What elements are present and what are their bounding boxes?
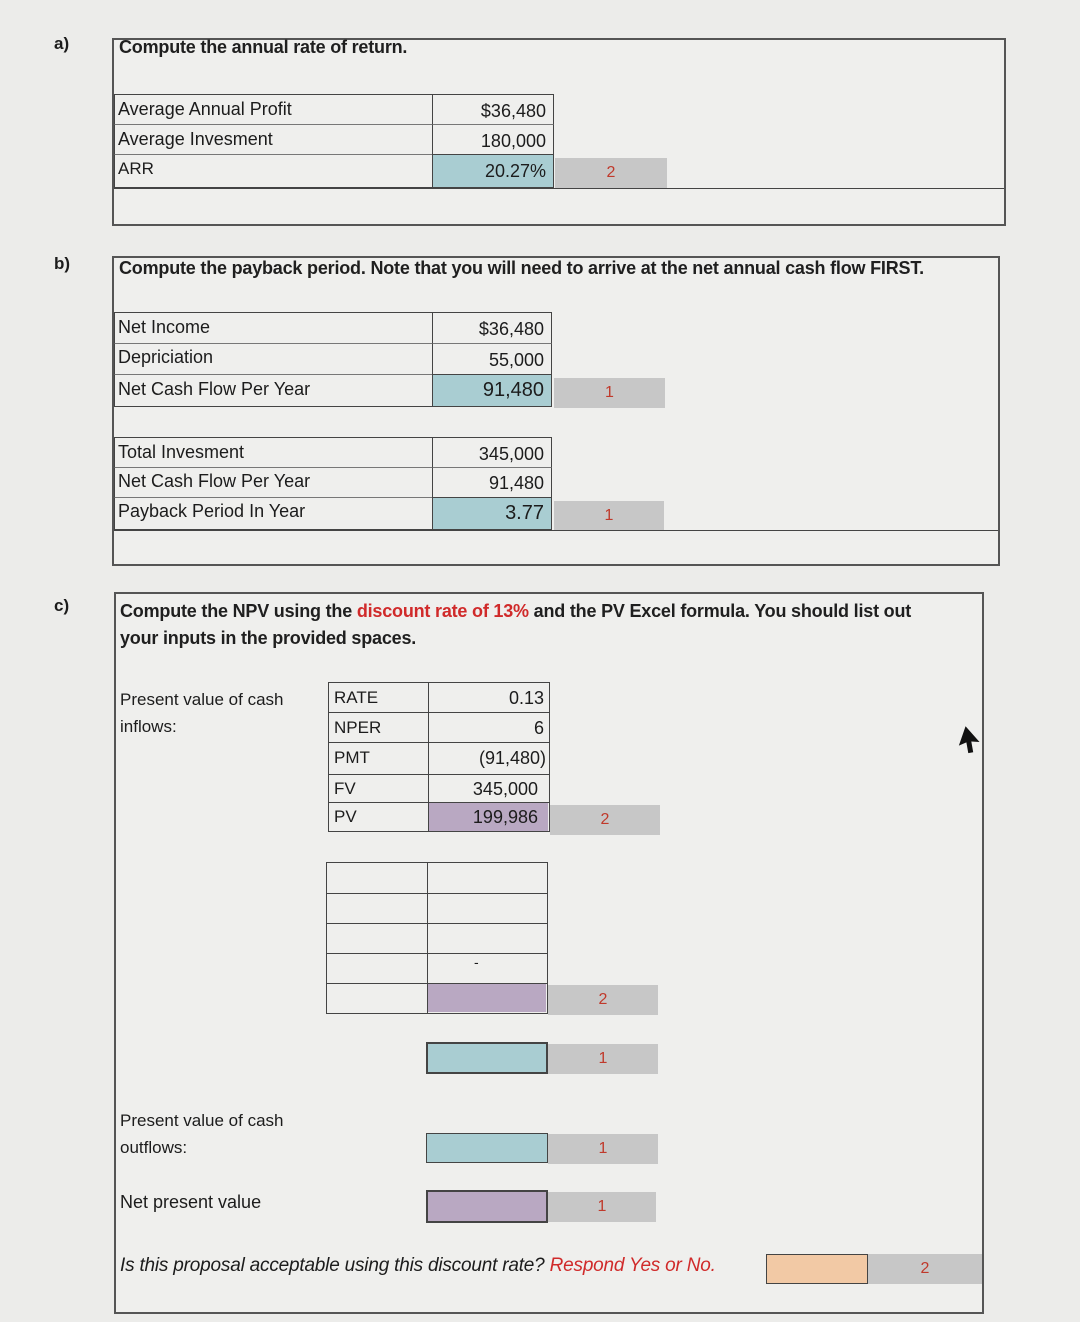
- arr-row-label: ARR: [118, 159, 154, 178]
- payback-row-value[interactable]: 91,480: [488, 473, 544, 493]
- pv-param-label: RATE: [334, 688, 379, 707]
- npv-score: 1: [548, 1192, 656, 1222]
- arr-row-value[interactable]: $36,480: [480, 101, 546, 121]
- pv-param-value[interactable]: (91,480): [478, 748, 546, 768]
- part-a-prompt: Compute the annual rate of return.: [119, 37, 408, 57]
- arr-row-label: Average Invesment: [118, 129, 273, 149]
- payback-row-label: Payback Period In Year: [118, 501, 306, 521]
- pv-param-value[interactable]: 6: [533, 718, 544, 738]
- pv-outflows-label: Present value of cash outflows:: [120, 1111, 284, 1157]
- pv-inflows-label: Present value of cash inflows:: [120, 690, 284, 736]
- ncf-row-value[interactable]: 55,000: [488, 350, 544, 370]
- inflows-total-cell[interactable]: [426, 1042, 548, 1074]
- part-c-prompt-part: and the PV Excel formula. You should list out: [528, 601, 912, 621]
- pv-param-label: FV: [334, 779, 356, 798]
- acceptance-question: [120, 1255, 716, 1277]
- pv-param-value[interactable]: 0.13: [508, 688, 544, 708]
- acceptance-question-instruction: Respond Yes or No.: [549, 1255, 716, 1276]
- npv-label: Net present value: [120, 1192, 262, 1212]
- arr-row-label: Average Annual Profit: [118, 99, 292, 119]
- blank-cell-mark: -: [474, 954, 479, 970]
- ncf-row-value[interactable]: $36,480: [478, 319, 544, 339]
- pv-result-value[interactable]: 199,986: [472, 807, 538, 827]
- arr-result-value[interactable]: 20.27%: [484, 161, 546, 181]
- pv-param-label: NPER: [334, 718, 382, 737]
- acceptance-score: 2: [868, 1254, 982, 1284]
- ncf-row-label: Depriciation: [118, 347, 214, 367]
- ncf-result-value[interactable]: 91,480: [482, 379, 544, 401]
- ncf-row-label: Net Cash Flow Per Year: [118, 379, 311, 399]
- discount-rate-highlight: discount rate of 13%: [356, 601, 529, 621]
- part-b-prompt: Compute the payback period. Note that you will need to arrive at the net annual cash flow FIRST.: [119, 258, 924, 278]
- payback-row-label: Net Cash Flow Per Year: [118, 471, 311, 491]
- part-b-label: b): [54, 254, 71, 273]
- payback-result-value[interactable]: 3.77: [505, 502, 544, 524]
- outflows-score: 1: [548, 1134, 658, 1164]
- part-c-prompt-line2: your inputs in the provided spaces.: [120, 628, 417, 648]
- part-b-score-1: 1: [554, 378, 665, 408]
- part-b-divider: [114, 530, 998, 540]
- part-a-score: 2: [555, 158, 667, 188]
- pv-param-value[interactable]: 345,000: [472, 779, 538, 799]
- part-c-label: c): [54, 596, 70, 615]
- part-a-label: a): [54, 34, 70, 53]
- inflows-total-score: 1: [548, 1044, 658, 1074]
- pv-param-label: PMT: [334, 748, 370, 767]
- blank-input-table: [326, 862, 548, 1014]
- part-a-divider: [114, 188, 1004, 216]
- acceptance-question-text: Is this proposal acceptable using this discount rate?: [120, 1255, 550, 1276]
- part-c-prompt: [120, 598, 911, 652]
- outflows-cell[interactable]: [426, 1133, 548, 1163]
- ncf-row-label: Net Income: [118, 317, 211, 337]
- part-c-prompt-part: Compute the NPV using the: [120, 601, 357, 621]
- pv-param-label: PV: [334, 807, 357, 826]
- npv-cell[interactable]: [426, 1190, 548, 1223]
- payback-row-label: Total Invesment: [118, 442, 245, 462]
- acceptance-answer-input[interactable]: [766, 1254, 868, 1284]
- blank-table-score: 2: [548, 985, 658, 1015]
- cursor-arrow-icon: [956, 724, 982, 756]
- part-b-score-2: 1: [554, 501, 664, 531]
- payback-row-value[interactable]: 345,000: [478, 444, 544, 464]
- arr-row-value[interactable]: 180,000: [480, 131, 546, 151]
- pv-score: 2: [550, 805, 660, 835]
